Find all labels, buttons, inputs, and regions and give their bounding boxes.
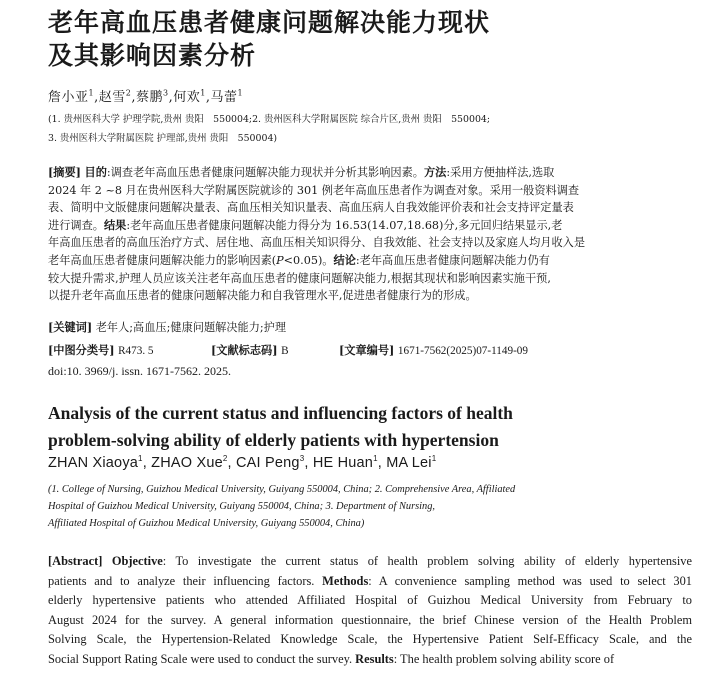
english-abstract-text: elderly hypertensive patients who attended Affiliated Hospital of Guizhou Medical University from February to xyxy=(48,593,692,608)
chinese-abstract-text: 进行调查。 xyxy=(48,218,104,232)
english-abstract-heading: [Abstract] xyxy=(48,554,103,568)
english-abstract-text: Solving Scale, the Hypertension-Related Knowledge Scale, the Hypertensive Patient Self-Efficacy Scale, and the xyxy=(48,632,692,647)
chinese-abstract-heading: 结论 xyxy=(333,252,356,267)
english-abstract-text xyxy=(102,554,111,568)
chinese-abstract-line xyxy=(48,164,698,182)
english-author-name: MA Lei xyxy=(386,455,432,471)
doc-code-label: [文献标志码] xyxy=(211,343,278,357)
chinese-author-affiliation-mark: 2 xyxy=(125,88,132,98)
english-abstract-text: patients and to analyze their influencing factors. xyxy=(48,573,323,588)
chinese-author-name: 何欢 xyxy=(173,90,201,105)
chinese-author-affiliation-mark: 3 xyxy=(163,88,169,98)
english-affiliation-line-2: Hospital of Guizhou Medical University, Guiyang 550004, China; 3. Department of Nursing, xyxy=(48,501,436,512)
english-author-name: HE Huan xyxy=(312,455,374,471)
english-title-line-1: Analysis of the current status and influencing factors of health xyxy=(48,403,513,423)
chinese-author-list: 詹小亚$^1$,赵雪$^2$,蔡鹏$^3$,何欢$^1$,马蕾$^1$ xyxy=(48,88,244,105)
english-author-name: ZHAO Xue xyxy=(151,455,223,471)
chinese-affiliation-line-1: (1. 贵州医科大学 护理学院,贵州 贵阳 550004;2. 贵州医科大学附属医院 综合片区,贵州 贵阳 550004; xyxy=(48,114,491,125)
chinese-author-name: 马蕾 xyxy=(210,90,238,105)
chinese-author-affiliation-mark: 1 xyxy=(237,88,244,98)
english-author-name: ZHAN Xiaoya xyxy=(48,455,139,471)
keywords-label: [关键词] xyxy=(48,320,93,334)
chinese-abstract-text: :老年高血压患者健康问题解决能力仍有 xyxy=(355,253,550,267)
chinese-abstract-text: 年高血压患者的高血压治疗方式、居住地、高血压相关知识得分、自我效能、社会支持以及家庭人均月收入是 xyxy=(48,236,586,250)
chinese-author-name: 赵雪 xyxy=(98,90,126,105)
english-author-affiliation-mark: 1 xyxy=(138,454,143,464)
chinese-author-name: 蔡鹏 xyxy=(136,90,164,105)
english-abstract-line xyxy=(48,552,692,572)
doi-link[interactable]: doi:10. 3969/j. issn. 1671-7562. 2025. xyxy=(48,364,232,378)
english-author-affiliation-mark: 1 xyxy=(373,454,378,464)
chinese-abstract-heading: 方法 xyxy=(423,165,447,179)
chinese-abstract-text: 以提升老年高血压患者的健康问题解决能力和自我管理水平,促进患者健康行为的形成。 xyxy=(48,289,477,303)
english-abstract-line xyxy=(48,572,692,592)
doc-code-block xyxy=(211,342,289,358)
chinese-author-affiliation-mark: 1 xyxy=(200,88,206,98)
english-author-affiliation-mark: 2 xyxy=(222,454,228,464)
chinese-abstract-text: 2024 年 2 ~8 月在贵州医科大学附属医院就诊的 301 例老年高血压患者作为调查对象。采用一般资料调查 xyxy=(48,183,580,197)
chinese-abstract-line xyxy=(48,217,698,235)
chinese-abstract-text: <0.05)。 xyxy=(283,253,334,267)
chinese-abstract-text: 较大提升需求,护理人员应该关注老年高血压患者的健康问题解决能力,根据其现状和影响因素实施干预, xyxy=(48,271,551,285)
english-abstract xyxy=(48,552,692,670)
english-affiliations xyxy=(48,481,688,532)
clc-block xyxy=(48,342,154,358)
chinese-title-line-2: 及其影响因素分析 xyxy=(48,41,257,70)
chinese-title xyxy=(48,6,490,72)
english-abstract-heading: Methods xyxy=(322,573,369,588)
english-abstract-line xyxy=(48,630,692,650)
chinese-title-line-1: 老年高血压患者健康问题解决能力现状 xyxy=(48,8,491,37)
english-title xyxy=(48,400,513,454)
chinese-abstract-text: 老年高血压患者健康问题解决能力的影响因素( xyxy=(48,253,277,267)
chinese-affiliation-line-2: 3. 贵州医科大学附属医院 护理部,贵州 贵阳 550004) xyxy=(48,133,278,144)
chinese-author-affiliation-mark: 1 xyxy=(88,88,95,98)
chinese-abstract-line xyxy=(48,252,698,270)
chinese-abstract-line xyxy=(48,199,698,217)
chinese-affiliations xyxy=(48,110,688,148)
chinese-abstract-text: :采用方便抽样法,选取 xyxy=(446,166,555,179)
chinese-abstract-line xyxy=(48,182,698,200)
chinese-abstract xyxy=(48,164,698,305)
english-affiliation-line-1: (1. College of Nursing, Guizhou Medical University, Guiyang 550004, China; 2. Comprehensive Area, Affiliated xyxy=(48,484,516,495)
chinese-abstract-text: 表、简明中文版健康问题解决量表、高血压相关知识量表、高血压病人自我效能评价表和社会支持评定量表 xyxy=(48,201,574,215)
article-no-label: [文章编号] xyxy=(339,343,395,357)
chinese-abstract-line xyxy=(48,270,698,288)
keywords-text: 老年人;高血压;健康问题解决能力;护理 xyxy=(95,321,287,334)
english-title-line-2: problem-solving ability of elderly patients with hypertension xyxy=(48,430,499,450)
english-author-affiliation-mark: 1 xyxy=(431,454,437,464)
chinese-abstract-heading: [摘要] xyxy=(48,165,81,179)
doc-code-value: B xyxy=(281,345,289,357)
chinese-keywords xyxy=(48,319,286,335)
english-author-affiliation-mark: 3 xyxy=(299,454,305,464)
english-abstract-heading: Results xyxy=(355,651,394,666)
chinese-abstract-text: P xyxy=(276,253,284,267)
chinese-abstract-line xyxy=(48,287,698,305)
english-abstract-text: : A convenience sampling method was used to select 301 xyxy=(368,573,692,588)
english-abstract-text: Social Support Rating Scale were used to conduct the survey. xyxy=(48,651,356,666)
chinese-abstract-text: :调查老年高血压患者健康问题解决能力现状并分析其影响因素。 xyxy=(106,166,424,179)
chinese-abstract-heading: 结果 xyxy=(103,217,127,232)
english-abstract-text: : To investigate the current status of health problem solving ability of elderly hypertensive xyxy=(162,554,692,568)
article-no-value: 1671-7562(2025)07-1149-09 xyxy=(397,345,528,357)
english-author-list: ZHAN Xiaoya$^1$, ZHAO Xue$^2$, CAI Peng$^3$, HE Huan$^1$, MA Lei$^1$ xyxy=(48,454,437,471)
chinese-author-name: 詹小亚 xyxy=(48,90,89,105)
article-no-block xyxy=(339,342,528,358)
english-abstract-line xyxy=(48,650,692,670)
clc-label: [中图分类号] xyxy=(48,343,115,357)
english-abstract-text: August 2024 for the survey. A general information questionnaire, the brief Chinese version of the Health Problem xyxy=(48,612,692,627)
chinese-abstract-line xyxy=(48,234,698,252)
english-abstract-line xyxy=(48,611,692,631)
chinese-abstract-heading: 目的 xyxy=(84,165,107,179)
english-affiliation-line-3: Affiliated Hospital of Guizhou Medical University, Guiyang 550004, China) xyxy=(48,518,365,529)
clc-value: R473. 5 xyxy=(118,345,154,357)
chinese-abstract-text: :老年高血压患者健康问题解决能力得分为 16.53(14.07,18.68)分,多元回归结果显示,老 xyxy=(126,218,563,232)
english-abstract-line xyxy=(48,591,692,611)
english-abstract-heading: Objective xyxy=(111,554,163,568)
english-author-name: CAI Peng xyxy=(236,455,300,471)
english-abstract-text: : The health problem solving ability score of xyxy=(393,651,615,666)
